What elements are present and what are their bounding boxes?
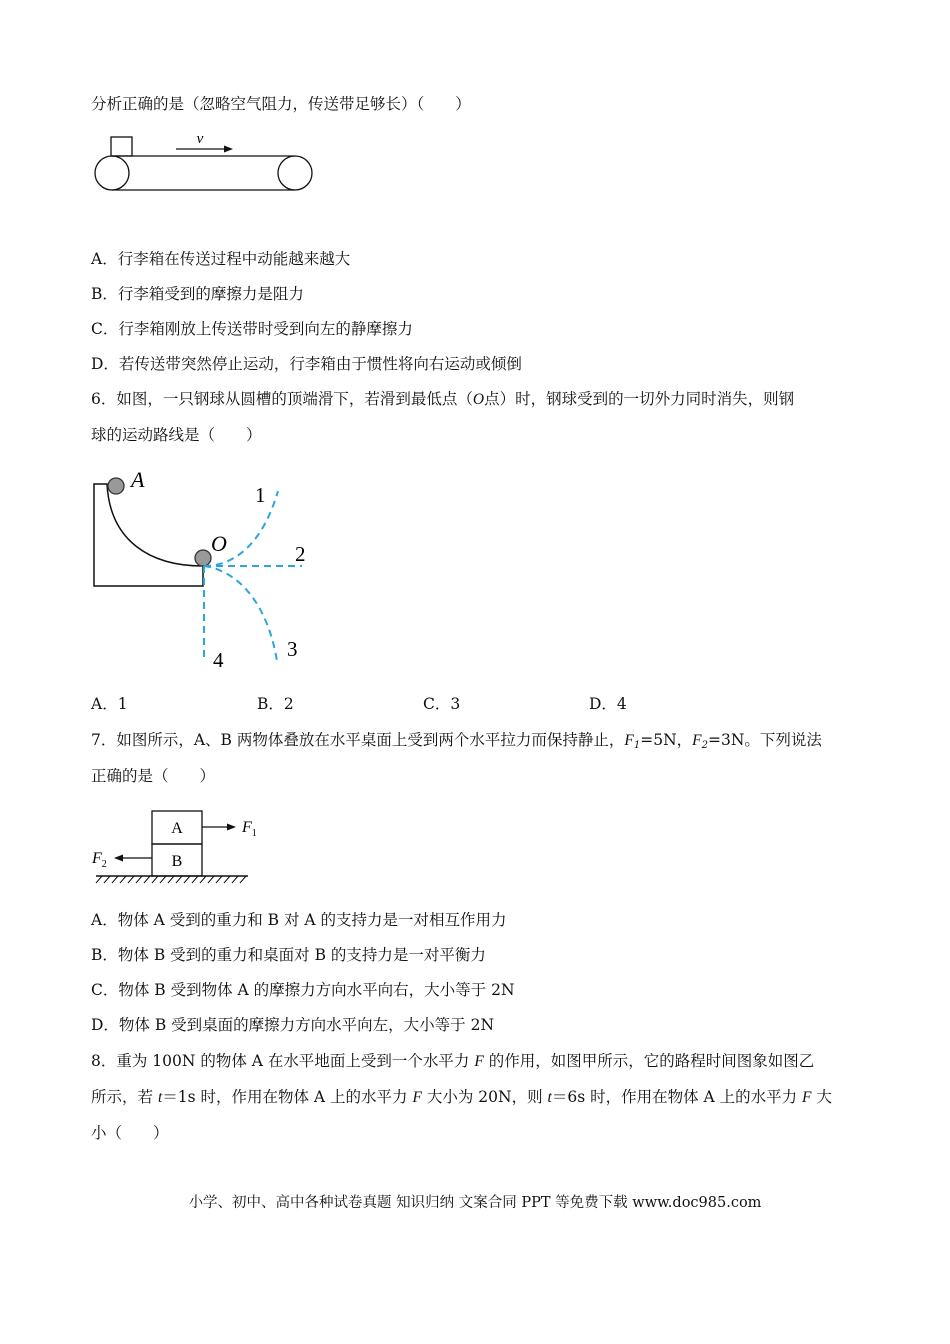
f1-label: $F_1$ bbox=[242, 819, 257, 839]
q5-option-a: A．行李箱在传送过程中动能越来越大 bbox=[91, 250, 351, 268]
q7-option-d: D．物体 B 受到桌面的摩擦力方向水平向左，大小等于 2N bbox=[91, 1016, 495, 1034]
q8-stem-line2: 所示，若 t＝1s 时，作用在物体 A 上的水平力 F 大小为 20N，则 t＝6s 时，作用在物体 A 上的水平力 F 大 bbox=[91, 1088, 832, 1106]
label-a: A bbox=[131, 467, 145, 492]
q7-stem-line1: 7．如图所示，A、B 两物体叠放在水平桌面上受到两个水平拉力而保持静止，$F_1=5N$，$F_2=3N$。下列说法 bbox=[91, 731, 822, 751]
q5-option-d: D．若传送带突然停止运动，行李箱由于惯性将向右运动或倾倒 bbox=[91, 355, 522, 373]
q6-option-b: B．2 bbox=[257, 695, 294, 713]
path-3 bbox=[204, 566, 277, 661]
q5-option-c: C．行李箱刚放上传送带时受到向左的静摩擦力 bbox=[91, 320, 413, 338]
ball-at-o bbox=[195, 550, 211, 566]
stacked-blocks-figure bbox=[90, 806, 270, 886]
q6-stem-line2: 球的运动路线是（ ） bbox=[91, 426, 262, 444]
conveyor-belt-figure bbox=[90, 128, 320, 198]
q7-option-b: B．物体 B 受到的重力和桌面对 B 的支持力是一对平衡力 bbox=[91, 946, 486, 964]
path-label-4: 4 bbox=[213, 648, 224, 672]
velocity-arrowhead bbox=[224, 146, 233, 153]
ball-at-a bbox=[108, 478, 124, 494]
q7-option-a: A．物体 A 受到的重力和 B 对 A 的支持力是一对相互作用力 bbox=[91, 911, 507, 929]
block-a-label: A bbox=[171, 820, 183, 837]
q5-option-b: B．行李箱受到的摩擦力是阻力 bbox=[91, 285, 304, 303]
q8-stem-line1: 8．重为 100N 的物体 A 在水平地面上受到一个水平力 F 的作用，如图甲所示，它的路程时间图象如图乙 bbox=[91, 1052, 815, 1070]
page-footer: 小学、初中、高中各种试卷真题 知识归纳 文案合同 PPT 等免费下载 www.doc985.com bbox=[188, 1195, 762, 1211]
velocity-label: v bbox=[196, 131, 204, 147]
q6-option-d: D．4 bbox=[589, 695, 627, 713]
q5-stem-tail: 分析正确的是（忽略空气阻力，传送带足够长）（ ） bbox=[91, 95, 471, 113]
f2-arrowhead bbox=[114, 855, 123, 862]
q6-stem-line1: 6．如图，一只钢球从圆槽的顶端滑下，若滑到最低点（O点）时，钢球受到的一切外力同时消失，则钢 bbox=[91, 390, 795, 408]
label-o: O bbox=[211, 531, 227, 556]
q6-option-c: C．3 bbox=[423, 695, 461, 713]
left-pulley bbox=[95, 156, 129, 190]
path-label-3: 3 bbox=[287, 637, 298, 661]
q6-option-a: A．1 bbox=[91, 695, 128, 713]
steel-ball-figure bbox=[90, 466, 320, 676]
block-b-label: B bbox=[171, 853, 183, 870]
f2-label: $F_2$ bbox=[92, 850, 107, 870]
q8-stem-line3: 小（ ） bbox=[91, 1124, 169, 1142]
q7-stem-line2: 正确的是（ ） bbox=[91, 767, 216, 785]
f1-arrowhead bbox=[227, 824, 236, 831]
luggage-box bbox=[111, 137, 132, 156]
groove-block bbox=[94, 484, 203, 586]
table-hatching bbox=[96, 876, 246, 883]
q7-option-c: C．物体 B 受到物体 A 的摩擦力方向水平向右，大小等于 2N bbox=[91, 981, 515, 999]
right-pulley bbox=[278, 156, 312, 190]
path-label-2: 2 bbox=[295, 542, 306, 566]
path-label-1: 1 bbox=[255, 483, 266, 507]
